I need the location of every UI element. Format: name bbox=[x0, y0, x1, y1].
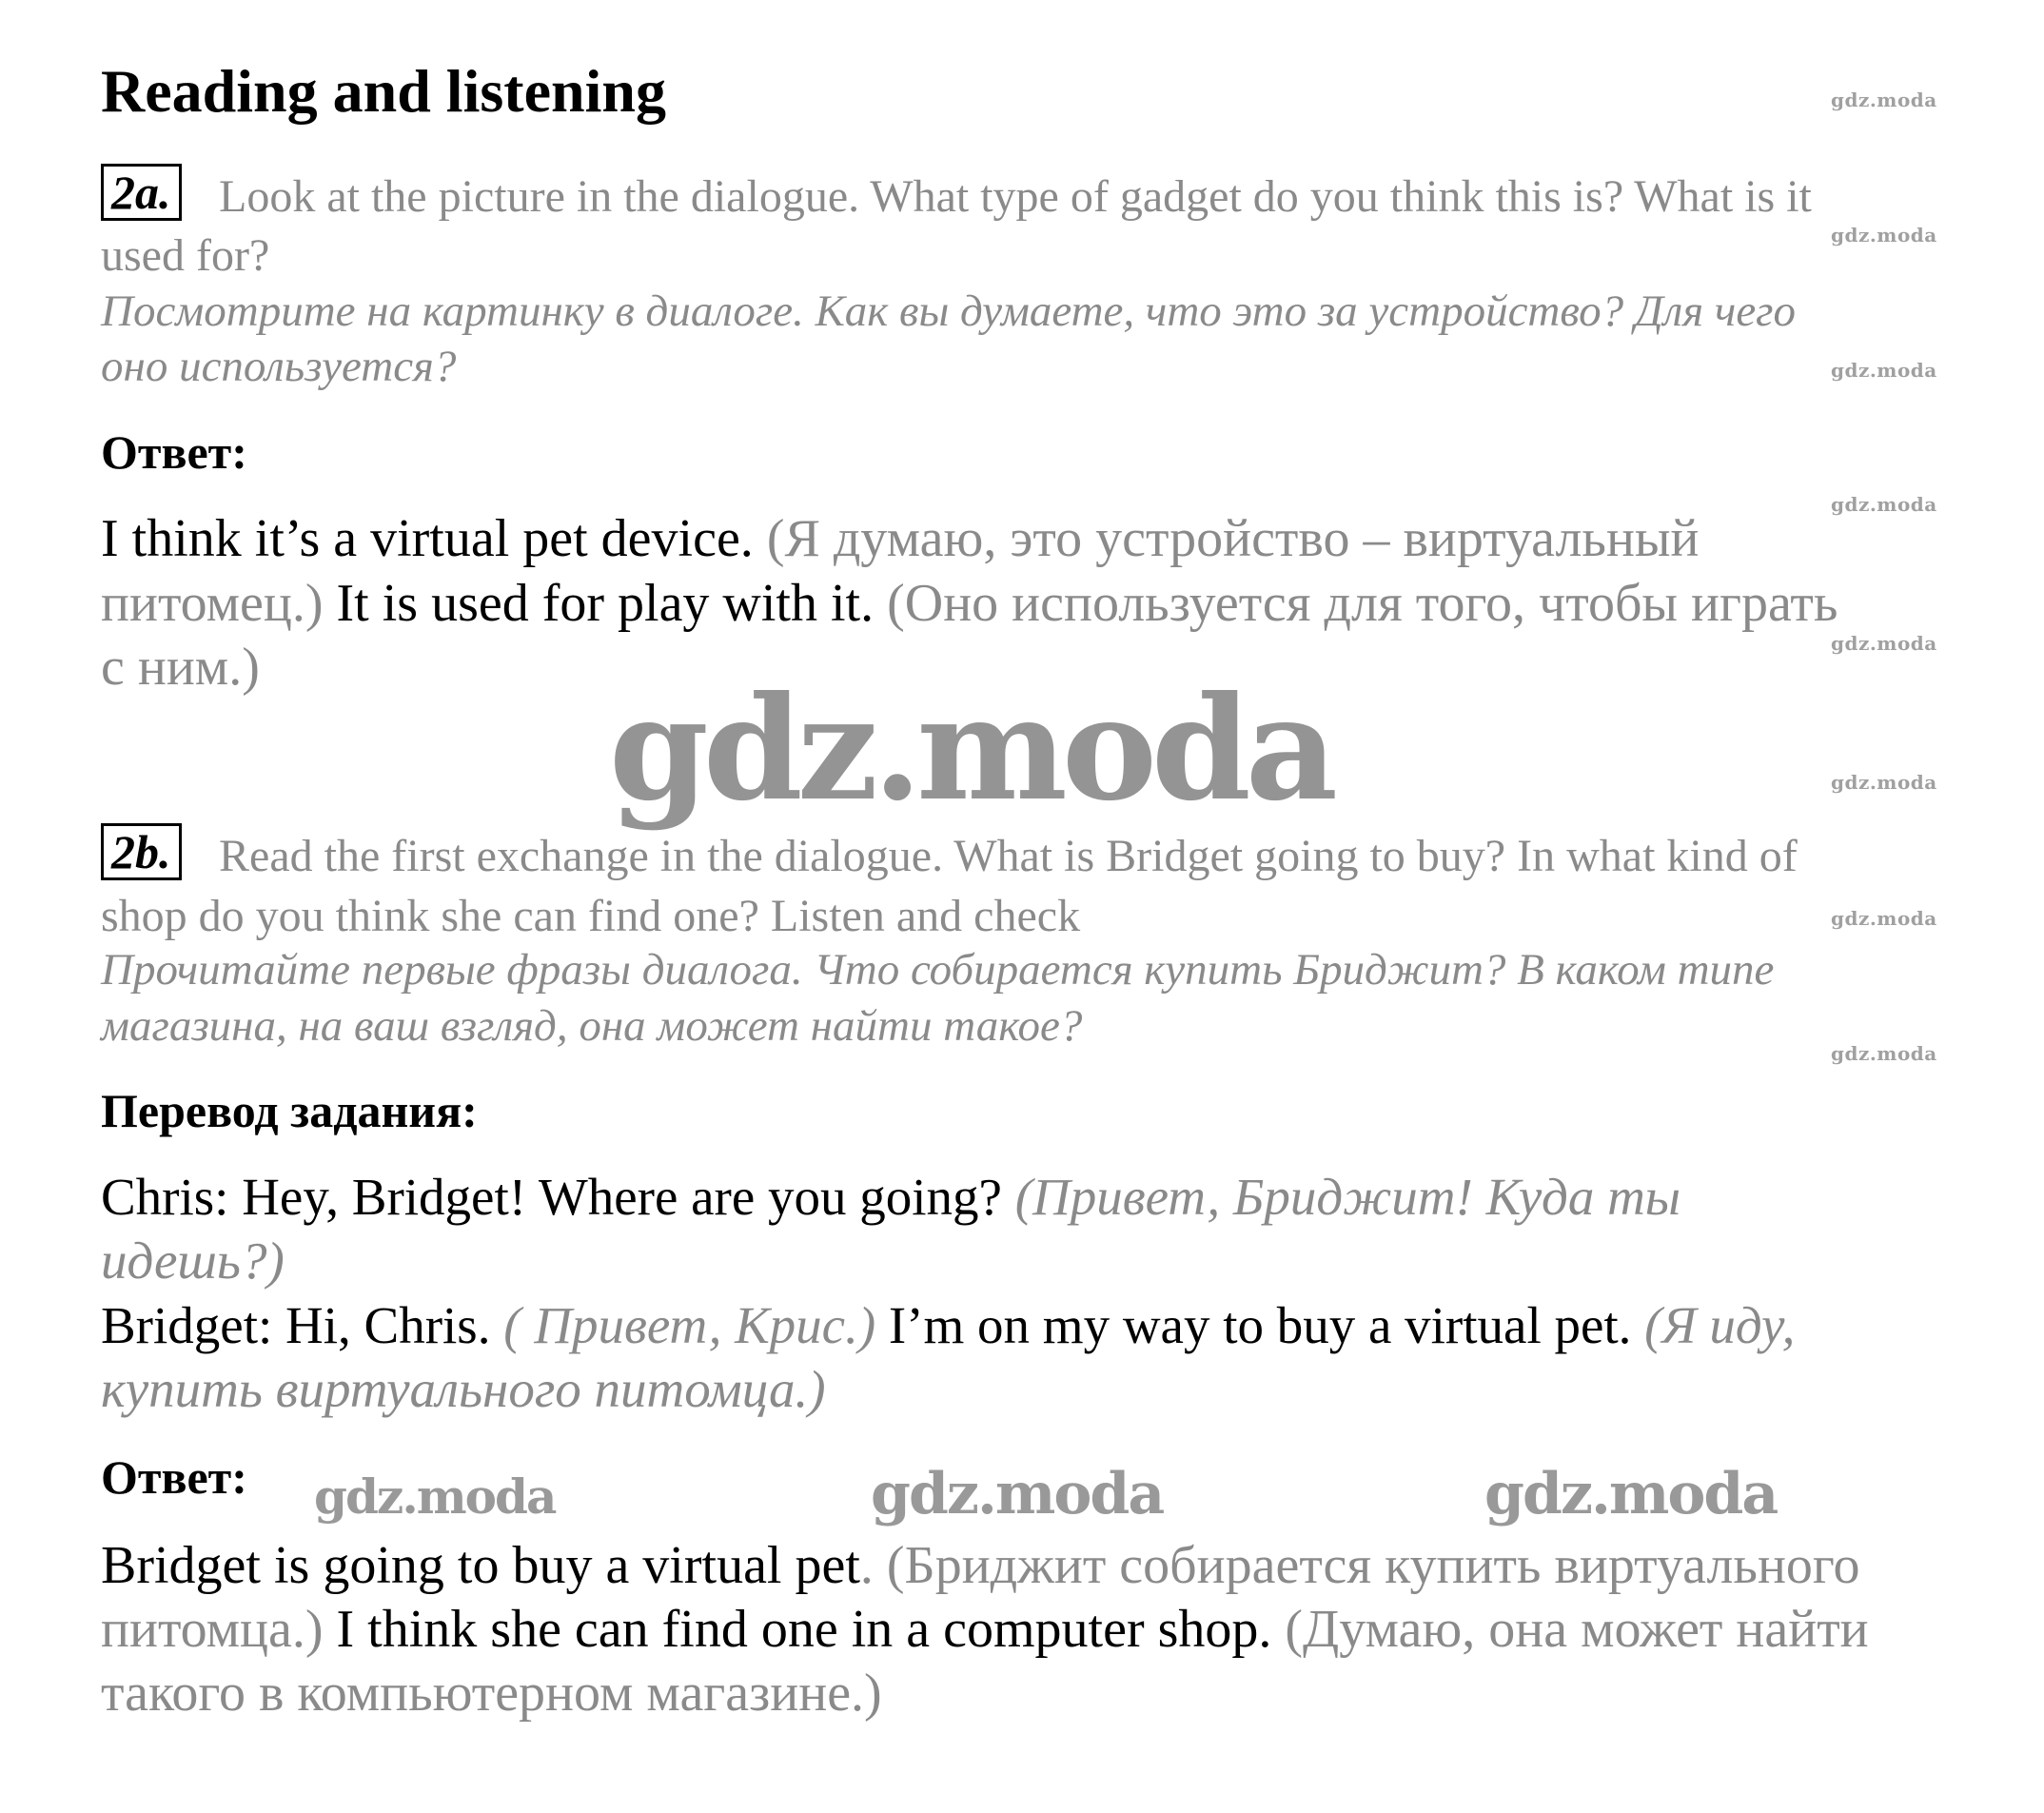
watermark-medium: gdz.moda bbox=[871, 1461, 1164, 1527]
watermark-small: gdz.moda bbox=[1831, 771, 1937, 794]
answer-translation: (Оно используется для того, чтобы играть bbox=[874, 574, 1838, 633]
dialogue-translation: идешь?) bbox=[101, 1232, 285, 1290]
task-2a-english-line: Look at the picture in the dialogue. What type of gadget do you think this is? What is it bbox=[219, 171, 1812, 222]
answer-text: It is used for play with it. bbox=[323, 574, 875, 633]
dialogue-text: I’m on my way to buy a virtual pet. bbox=[875, 1296, 1632, 1354]
task-number-2a: 2a. bbox=[101, 164, 182, 221]
task-2b-english-line: Read the first exchange in the dialogue. What is Bridget going to buy? In what kind of bbox=[219, 831, 1798, 881]
watermark-small: gdz.moda bbox=[1831, 907, 1937, 930]
dialogue-line-chris bbox=[101, 1168, 1681, 1226]
answer-label: Ответ: bbox=[101, 1450, 247, 1504]
page-title: Reading and listening bbox=[101, 57, 666, 125]
answer-text: Bridget is going to buy a virtual pet bbox=[101, 1536, 860, 1595]
task-2a-russian-line: Посмотрите на картинку в диалоге. Как вы думаете, что это за устройство? Для чего bbox=[101, 286, 1797, 336]
watermark-small: gdz.moda bbox=[1831, 1042, 1937, 1065]
task-2b-english-line: shop do you think she can find one? Listen and check bbox=[101, 891, 1081, 941]
answer-text: I think it’s a virtual pet device. bbox=[101, 509, 754, 568]
watermark-large: gdz.moda bbox=[609, 665, 1333, 833]
translation-label: Перевод задания: bbox=[101, 1084, 478, 1137]
task-2a-english-line: used for? bbox=[101, 230, 270, 281]
watermark-small: gdz.moda bbox=[1831, 89, 1937, 111]
watermark-small: gdz.moda bbox=[1831, 359, 1937, 382]
answer-2a-line bbox=[101, 509, 1700, 568]
dialogue-text: Bridget: Hi, Chris. bbox=[101, 1296, 491, 1354]
answer-translation: питомца.) bbox=[101, 1600, 324, 1659]
answer-2a-line bbox=[101, 574, 1838, 633]
dialogue-translation: купить виртуального питомца.) bbox=[101, 1360, 826, 1418]
answer-translation: . (Бриджит собирается купить виртуального bbox=[859, 1536, 1860, 1595]
answer-2b-line bbox=[101, 1536, 1860, 1595]
dialogue-line-bridget bbox=[101, 1296, 1796, 1354]
answer-translation: с ним.) bbox=[101, 638, 260, 697]
watermark-medium: gdz.moda bbox=[1484, 1461, 1778, 1527]
dialogue-translation: (Привет, Бриджит! Куда ты bbox=[1001, 1168, 1681, 1226]
task-2a-russian-line: оно используется? bbox=[101, 342, 457, 391]
task-2b-russian-line: Прочитайте первые фразы диалога. Что собирается купить Бриджит? В каком типе bbox=[101, 945, 1775, 995]
dialogue-text: Chris: Hey, Bridget! Where are you going? bbox=[101, 1168, 1002, 1226]
task-number-2b: 2b. bbox=[101, 823, 182, 880]
answer-label: Ответ: bbox=[101, 425, 247, 479]
dialogue-translation: ( Привет, Крис.) bbox=[490, 1296, 876, 1354]
watermark-medium: gdz.moda bbox=[314, 1468, 556, 1525]
watermark-small: gdz.moda bbox=[1831, 632, 1937, 655]
watermark-small: gdz.moda bbox=[1831, 493, 1937, 516]
task-2b-russian-line: магазина, на ваш взгляд, она может найти такое? bbox=[101, 1001, 1083, 1051]
answer-translation: такого в компьютерном магазине.) bbox=[101, 1664, 882, 1723]
answer-2b-line bbox=[101, 1600, 1869, 1659]
dialogue-translation: (Я иду, bbox=[1631, 1296, 1796, 1354]
answer-translation: (Думаю, она может найти bbox=[1271, 1600, 1869, 1659]
answer-translation: (Я думаю, это устройство – виртуальный bbox=[753, 509, 1700, 568]
answer-text: I think she can find one in a computer shop. bbox=[323, 1600, 1272, 1659]
answer-translation: питомец.) bbox=[101, 574, 324, 633]
watermark-small: gdz.moda bbox=[1831, 224, 1937, 246]
